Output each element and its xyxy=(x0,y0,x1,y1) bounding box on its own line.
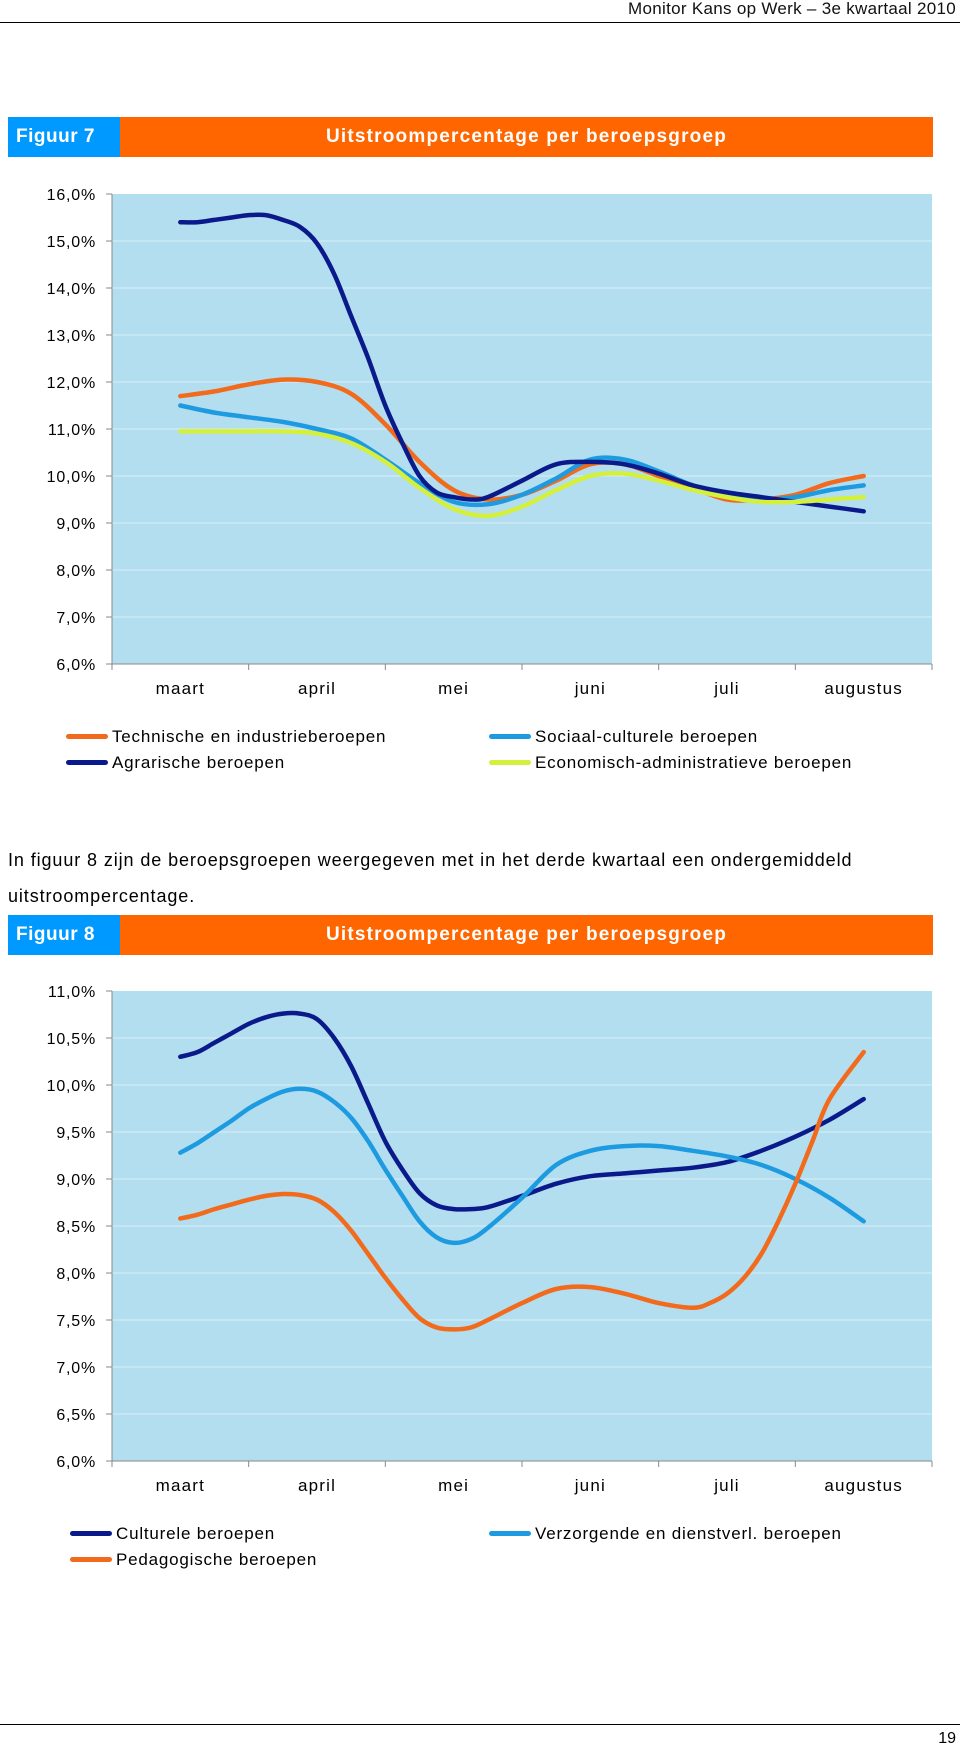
legend-swatch xyxy=(66,760,108,765)
figure-8-number: Figuur 8 xyxy=(8,915,120,955)
legend-label: Pedagogische beroepen xyxy=(116,1550,318,1569)
legend-label: Agrarische beroepen xyxy=(112,753,286,772)
x-tick-label: juli xyxy=(714,1476,740,1495)
y-tick-label: 8,5% xyxy=(56,1219,96,1236)
y-tick-label: 11,0% xyxy=(47,984,96,1001)
legend-swatch xyxy=(489,760,531,765)
y-tick-label: 7,0% xyxy=(56,1360,96,1377)
y-tick-label: 9,0% xyxy=(56,1172,96,1189)
figure-7-title: Uitstroompercentage per beroepsgroep xyxy=(325,126,728,147)
footer-rule xyxy=(0,1724,960,1725)
y-tick-label: 7,5% xyxy=(56,1313,96,1330)
y-tick-label: 12,0% xyxy=(46,375,96,392)
figure-8-banner xyxy=(8,915,933,955)
figure-7-chart xyxy=(0,180,960,710)
x-tick-label: mei xyxy=(438,679,470,698)
legend-swatch xyxy=(66,734,108,739)
x-tick-label: april xyxy=(297,679,337,698)
x-tick-label: juni xyxy=(574,679,606,698)
y-tick-label: 15,0% xyxy=(46,234,96,251)
header-rule xyxy=(0,22,960,23)
y-tick-label: 8,0% xyxy=(56,1266,96,1283)
y-tick-label: 16,0% xyxy=(46,187,96,204)
figure-8-chart xyxy=(0,977,960,1507)
y-tick-label: 6,0% xyxy=(56,657,96,674)
y-tick-label: 7,0% xyxy=(56,610,96,627)
y-tick-label: 8,0% xyxy=(56,563,96,580)
y-tick-label: 10,0% xyxy=(46,469,96,486)
legend-label: Verzorgende en dienstverl. beroepen xyxy=(535,1524,842,1543)
x-tick-label: maart xyxy=(155,679,206,698)
page-number: 19 xyxy=(938,1730,956,1747)
x-tick-label: juni xyxy=(574,1476,606,1495)
y-tick-label: 11,0% xyxy=(47,422,96,439)
y-tick-label: 10,0% xyxy=(46,1078,96,1095)
x-tick-label: juli xyxy=(714,679,740,698)
y-tick-label: 10,5% xyxy=(46,1031,96,1048)
y-tick-label: 6,0% xyxy=(56,1454,96,1471)
x-tick-label: augustus xyxy=(824,1476,903,1495)
x-tick-label: april xyxy=(297,1476,337,1495)
figure-8-title: Uitstroompercentage per beroepsgroep xyxy=(325,924,728,945)
figure-7-number: Figuur 7 xyxy=(8,117,120,157)
y-tick-label: 6,5% xyxy=(56,1407,96,1424)
page-header-title: Monitor Kans op Werk – 3e kwartaal 2010 xyxy=(628,0,956,18)
legend-swatch xyxy=(70,1557,112,1562)
figure-7-banner xyxy=(8,117,933,157)
legend-label: Technische en industrieberoepen xyxy=(112,727,387,746)
legend-label: Sociaal-culturele beroepen xyxy=(535,727,759,746)
x-tick-label: maart xyxy=(155,1476,206,1495)
legend-label: Economisch-administratieve beroepen xyxy=(535,753,853,772)
legend-swatch xyxy=(489,1531,531,1536)
x-tick-label: augustus xyxy=(824,679,903,698)
y-tick-label: 9,0% xyxy=(56,516,96,533)
legend-swatch xyxy=(70,1531,112,1536)
y-tick-label: 9,5% xyxy=(56,1125,96,1142)
legend-swatch xyxy=(489,734,531,739)
y-tick-label: 14,0% xyxy=(46,281,96,298)
y-tick-label: 13,0% xyxy=(46,328,96,345)
legend-label: Culturele beroepen xyxy=(116,1524,275,1543)
x-tick-label: mei xyxy=(438,1476,470,1495)
body-paragraph: In figuur 8 zijn de beroepsgroepen weergegeven met in het derde kwartaal een ondergemiddeld uitstroompercentage. xyxy=(8,850,853,906)
